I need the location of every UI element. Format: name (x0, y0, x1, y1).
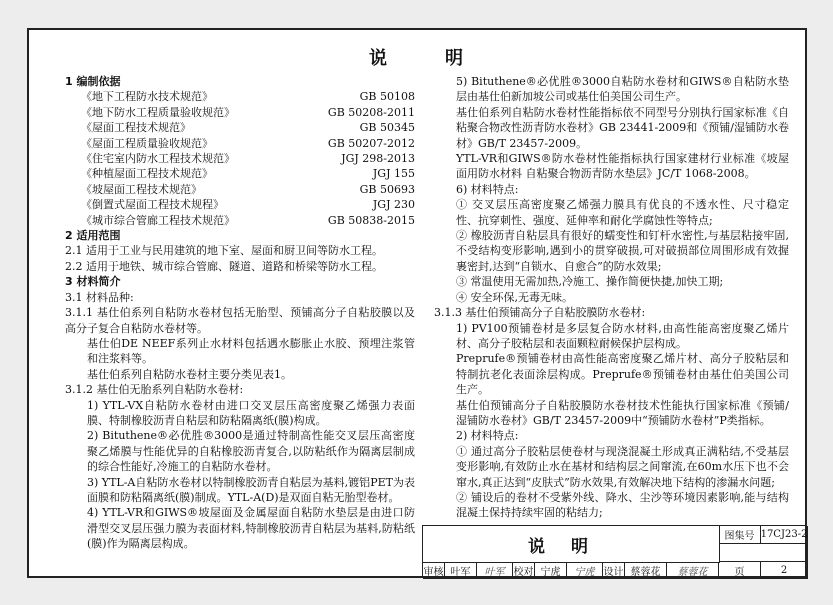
review-label: 审核 (423, 562, 445, 579)
feature-4: ④ 安全环保,无毒无味。 (456, 290, 573, 304)
preapplied-1: 1) PV100预铺卷材是多层复合防水材料,由高性能高密度聚乙烯片材、高分子胶粘层和表面颗粒耐候保护层构成。 (456, 321, 789, 350)
reference-name: 《地下防水工程质量验收规范》 (81, 105, 235, 119)
page-label: 页 (719, 562, 761, 579)
title-char-1: 说 (369, 48, 389, 69)
reference-code: GB 50693 (359, 182, 415, 196)
atlas-number: 17CJ23-2 (761, 526, 808, 544)
para-3-1-3: 3.1.3 基仕伯预铺高分子自粘胶膜防水卷材: (434, 306, 646, 320)
design-label: 设计 (603, 562, 625, 579)
reference-name: 《倒置式屋面工程技术规程》 (81, 198, 224, 212)
para-r7: YTL-VR和GIWS®防水卷材性能指标执行国家建材行业标准《坡屋面用防水材料 自粘聚合物沥青防水垫层》JC/T 1068-2008。 (456, 152, 789, 181)
title-block (422, 525, 807, 578)
reference-code: GB 50207-2012 (327, 136, 415, 150)
reference-name: 《坡屋面工程技术规范》 (81, 182, 202, 196)
reference-item (65, 151, 415, 166)
reference-name: 《地下工程防水技术规范》 (81, 90, 213, 104)
right-column (434, 74, 789, 521)
reference-code: GB 50208-2011 (327, 105, 415, 119)
reference-item (65, 136, 415, 151)
reference-item (65, 182, 415, 197)
section-1-heading: 1 编制依据 (65, 75, 121, 88)
reference-code: GB 50108 (359, 90, 415, 104)
feature-1: ① 交叉层压高密度聚乙烯强力膜具有优良的不透水性、尺寸稳定性、抗穿刺性、强度、延伸率和耐化学腐蚀性等特点; (456, 198, 789, 227)
review-name: 叶军 (445, 562, 477, 579)
section-3-heading: 3 材料简介 (65, 275, 121, 289)
atlas-blank (719, 544, 808, 562)
para-3-1-1b: 基仕伯DE NEEF系列止水材料包括遇水膨胀止水胶、预埋注浆管和注浆料等。 (87, 336, 415, 366)
design-signature: 蔡蓉花 (667, 562, 719, 579)
reference-code: JGJ 298-2013 (341, 152, 415, 166)
para-3-1: 3.1 材料品种: (65, 290, 134, 304)
reference-item (65, 213, 415, 228)
reference-name: 《屋面工程技术规范》 (81, 121, 191, 135)
left-column (65, 74, 415, 552)
title-block-title: 说明 (423, 526, 720, 563)
reference-code: JGJ 155 (372, 167, 415, 181)
scope-2-2: 2.2 适用于地铁、城市综合管廊、隧道、道路和桥梁等防水工程。 (65, 259, 383, 273)
material-3: 3) YTL-A自粘防水卷材以特制橡胶沥青自粘层为基料,镀铝PET为表面膜和防粘隔离纸(膜)制成。YTL-A(D)是双面自粘无胎型卷材。 (87, 475, 415, 504)
reference-item (65, 89, 415, 104)
preapplied-feature-2: ② 铺设后的卷材不受紫外线、降水、尘沙等环境因素影响,能与结构混凝土保持持续牢固的粘结力; (456, 490, 789, 520)
reference-item (65, 197, 415, 212)
design-name: 蔡蓉花 (625, 562, 667, 579)
preapplied-feature-1: ① 通过高分子胶粘层使卷材与现浇混凝土形成真正满粘结,不受基层变形影响,有效防止水在基材和结构层之间窜流,在60m水压下也不会窜水,真正达到“皮肤式”防水效果,有效解决地下结构的渗漏水问题; (456, 444, 789, 489)
feature-3: ③ 常温使用无需加热,冷施工、操作简便快捷,加快工期; (456, 275, 724, 289)
para-3-1-2: 3.1.2 基仕伯无胎系列自粘防水卷材: (65, 383, 244, 397)
material-1: 1) YTL-VX自粘防水卷材由进口交叉层压高密度聚乙烯强力表面膜、特制橡胶沥青自粘层和防粘隔离纸(膜)构成。 (87, 398, 415, 427)
check-name: 宁虎 (535, 562, 567, 579)
reference-item (65, 166, 415, 181)
check-signature: 宁虎 (567, 562, 603, 579)
atlas-label: 图集号 (719, 526, 761, 544)
material-2: 2) Bituthene®必优胜®3000是通过特制高性能交叉层压高密度聚乙烯膜与性能优异的自粘橡胶沥青复合,以防粘纸作为隔离层制成的综合性能好,冷施工的自粘防水卷材。 (87, 429, 415, 474)
feature-2: ② 橡胶沥青自粘层具有很好的蠕变性和钉杆水密性,与基层粘接牢固,不受结构变形影响,遇到小的贯穿破损,可对破损部位周围形成有效握裹密封,达到“自锁水、自愈合”的防水效果; (456, 229, 789, 273)
para-r8: 6) 材料特点: (456, 182, 519, 196)
reference-list (65, 89, 415, 228)
para-r6: 基仕伯系列自粘防水卷材性能指标依不同型号分别执行国家标准《自粘聚合物改性沥青防水卷材》GB 23441-2009和《预铺/湿铺防水卷材》GB/T 23457-2009。 (456, 105, 789, 150)
scope-2-1: 2.1 适用于工业与民用建筑的地下室、屋面和厨卫间等防水工程。 (65, 244, 383, 258)
material-4: 4) YTL-VR和GIWS®坡屋面及金属屋面自粘防水垫层是由进口防滑型交叉层压强力膜为表面材料,特制橡胶沥青自粘层为基料,防粘纸(膜)作为隔离层构成。 (87, 506, 415, 551)
page-title (29, 44, 805, 70)
para-3-1-1: 3.1.1 基仕伯系列自粘防水卷材包括无胎型、预铺高分子自粘胶膜以及高分子复合自粘防水卷材等。 (65, 306, 415, 335)
section-2-heading: 2 适用范围 (65, 229, 121, 243)
reference-name: 《种植屋面工程技术规范》 (81, 167, 213, 181)
page-number: 2 (761, 562, 808, 579)
reference-code: JGJ 230 (372, 198, 415, 212)
reference-name: 《城市综合管廊工程技术规范》 (81, 213, 235, 227)
reference-code: GB 50345 (359, 121, 415, 135)
title-char-2: 明 (445, 48, 465, 69)
reference-item (65, 120, 415, 135)
review-signature: 叶军 (477, 562, 513, 579)
reference-name: 《屋面工程质量验收规范》 (81, 136, 213, 150)
preapplied-2: Preprufe®预铺卷材由高性能高密度聚乙烯片材、高分子胶粘层和特制抗老化表面涂层构成。Preprufe®预铺卷材由基仕伯美国公司生产。 (456, 352, 789, 397)
preapplied-4: 2) 材料特点: (456, 429, 519, 443)
reference-item (65, 105, 415, 120)
drawing-sheet (27, 28, 807, 578)
para-r5: 5) Bituthene®必优胜®3000自粘防水卷材和GIWS®自粘防水垫层由基仕伯新加坡公司或基仕伯美国公司生产。 (456, 75, 789, 104)
reference-code: GB 50838-2015 (327, 213, 415, 227)
reference-name: 《住宅室内防水工程技术规范》 (81, 152, 235, 166)
para-3-1-1c: 基仕伯系列自粘防水卷材主要分类见表1。 (87, 367, 292, 381)
check-label: 校对 (513, 562, 535, 579)
preapplied-3: 基仕伯预铺高分子自粘胶膜防水卷材技术性能执行国家标准《预铺/湿铺防水卷材》GB/T 23457-2009中“预铺防水卷材”P类指标。 (456, 398, 789, 427)
